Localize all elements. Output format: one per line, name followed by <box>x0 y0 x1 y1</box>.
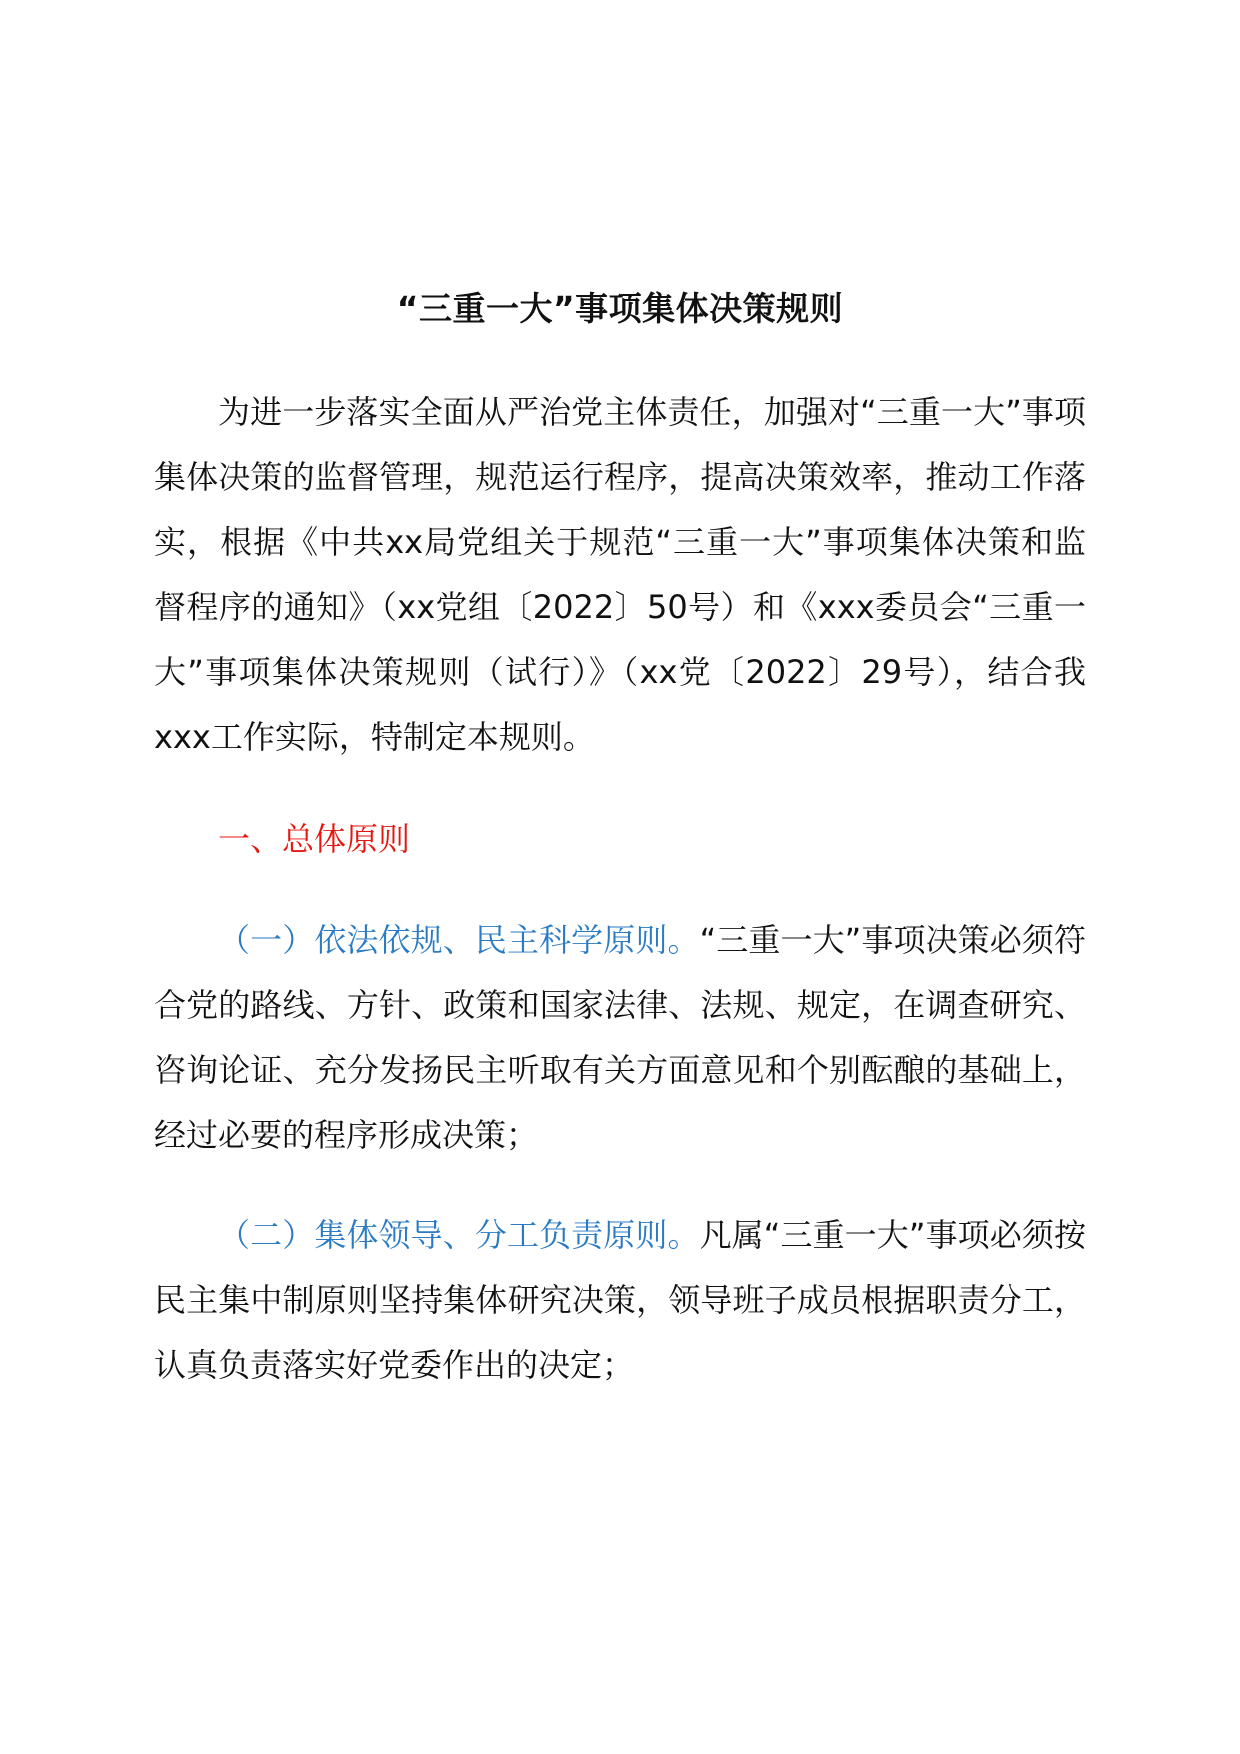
document-title: “三重一大”事项集体决策规则 <box>396 289 844 328</box>
principle-item-2-text: 凡属“三重一大”事项必须按民主集中制原则坚持集体研究决策，领导班子成员根据职责分工，认真负责落实好党委作出的决定； <box>154 1216 1086 1384</box>
principle-item-2-heading: （二）集体领导、分工负责原则。 <box>218 1216 700 1254</box>
section-heading-general-principles: 一、总体原则 <box>218 820 411 858</box>
principle-item-1-text: “三重一大”事项决策必须符合党的路线、方针、政策和国家法律、法规、规定，在调查研究、咨询论证、充分发扬民主听取有关方面意见和个别酝酿的基础上，经过必要的程序形成决策； <box>154 921 1086 1154</box>
principle-item-1-heading: （一）依法依规、民主科学原则。 <box>218 921 700 959</box>
intro-paragraph: 为进一步落实全面从严治党主体责任，加强对“三重一大”事项集体决策的监督管理，规范运行程序，提高决策效率，推动工作落实，根据《中共xx局党组关于规范“三重一大”事项集体决策和监督程序的通知》（xx党组〔2022〕50号）和《xxx委员会“三重一大”事项集体决策规则（试行）》（xx党〔2022〕29号），结合我xxx工作实际，特制定本规则。 <box>154 393 1086 756</box>
principle-item-2 <box>154 1203 1086 1398</box>
principle-item-1 <box>154 908 1086 1168</box>
